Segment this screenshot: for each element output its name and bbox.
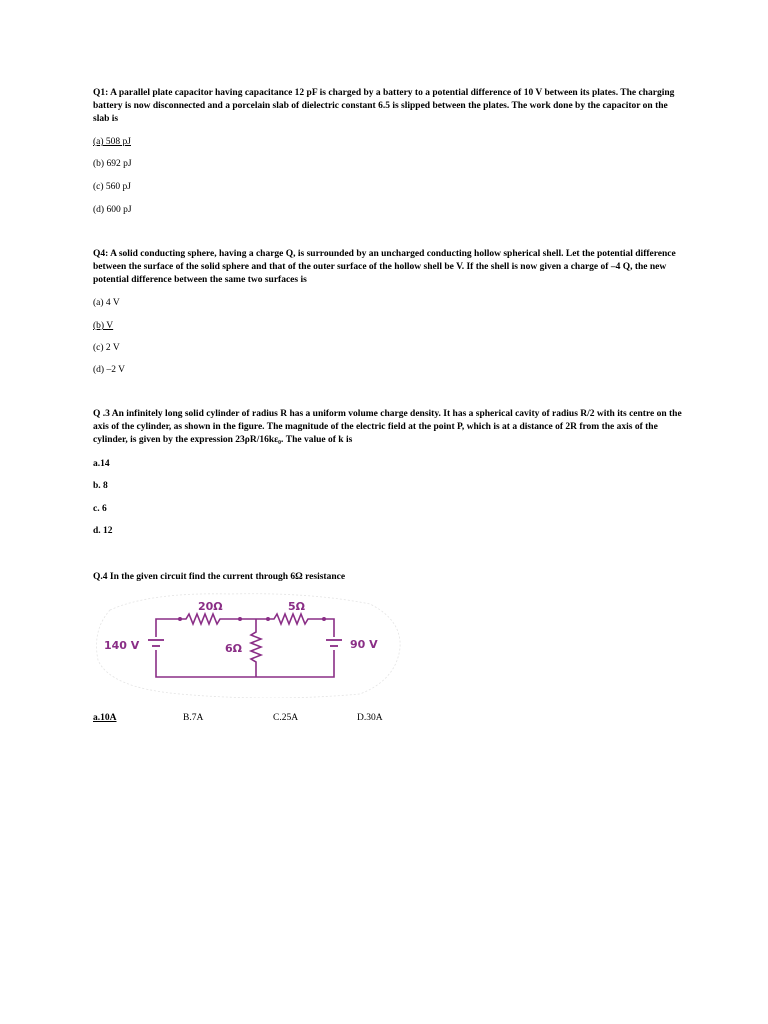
q3-option-d: d. 12 <box>93 526 113 536</box>
voltage-140-label: 140 V <box>104 639 140 652</box>
resistor-6-label: 6Ω <box>225 642 243 655</box>
resistor-5-label: 5Ω <box>288 600 306 613</box>
q1-option-c: (c) 560 pJ <box>93 182 131 192</box>
q4b-option-d: D.30A <box>357 713 383 723</box>
question-1-text: Q1: A parallel plate capacitor having capacitance 12 pF is charged by a battery to a potential difference of 10 V between its plates. The charging battery is now disconnected and a porcelain slab of dielectric constant 6.5 is slipped between the plates. The work done by the capacitor on the slab is <box>93 88 675 125</box>
question-4-circuit-text: Q.4 In the given circuit find the current through 6Ω resistance <box>93 572 346 582</box>
question-3-text: Q .3 An infinitely long solid cylinder of radius R has a uniform volume charge density. It has a spherical cavity of radius R/2 with its centre on the axis of the cylinder, as shown in the figure. The magnitude of the electric field at the point P, which is at a distance of 2R from the axis of the cylinder, is given by the expression 23ρR/16kε₀. The value of k is <box>93 409 682 446</box>
battery-right-icon <box>326 640 342 646</box>
q4a-option-b: (b) V <box>93 321 114 331</box>
q3-option-c: c. 6 <box>93 504 107 514</box>
q4a-option-a: (a) 4 V <box>93 298 120 308</box>
voltage-90-label: 90 V <box>350 638 378 651</box>
q4a-option-c: (c) 2 V <box>93 343 120 353</box>
q4b-option-a: a.10A <box>93 713 117 723</box>
q3-option-a: a.14 <box>93 459 110 469</box>
q1-option-b: (b) 692 pJ <box>93 159 132 169</box>
circuit-wires <box>156 614 334 677</box>
q4b-option-c: C.25A <box>273 713 299 723</box>
battery-left-icon <box>148 640 164 646</box>
q4b-option-b: B.7A <box>183 713 204 723</box>
q4a-option-d: (d) –2 V <box>93 365 126 375</box>
q1-option-d: (d) 600 pJ <box>93 205 132 215</box>
circuit-diagram <box>90 590 402 698</box>
question-4-sphere-text: Q4: A solid conducting sphere, having a charge Q, is surrounded by an uncharged conducting hollow spherical shell. Let the potential difference between the surface of the solid sphere and that of the outer surface of the hollow shell be V. If the shell is now given a charge of –4 Q, the new potential difference between the same two surfaces is <box>93 249 676 286</box>
q1-option-a: (a) 508 pJ <box>93 137 131 147</box>
q3-option-b: b. 8 <box>93 481 108 491</box>
resistor-20-label: 20Ω <box>198 600 223 613</box>
